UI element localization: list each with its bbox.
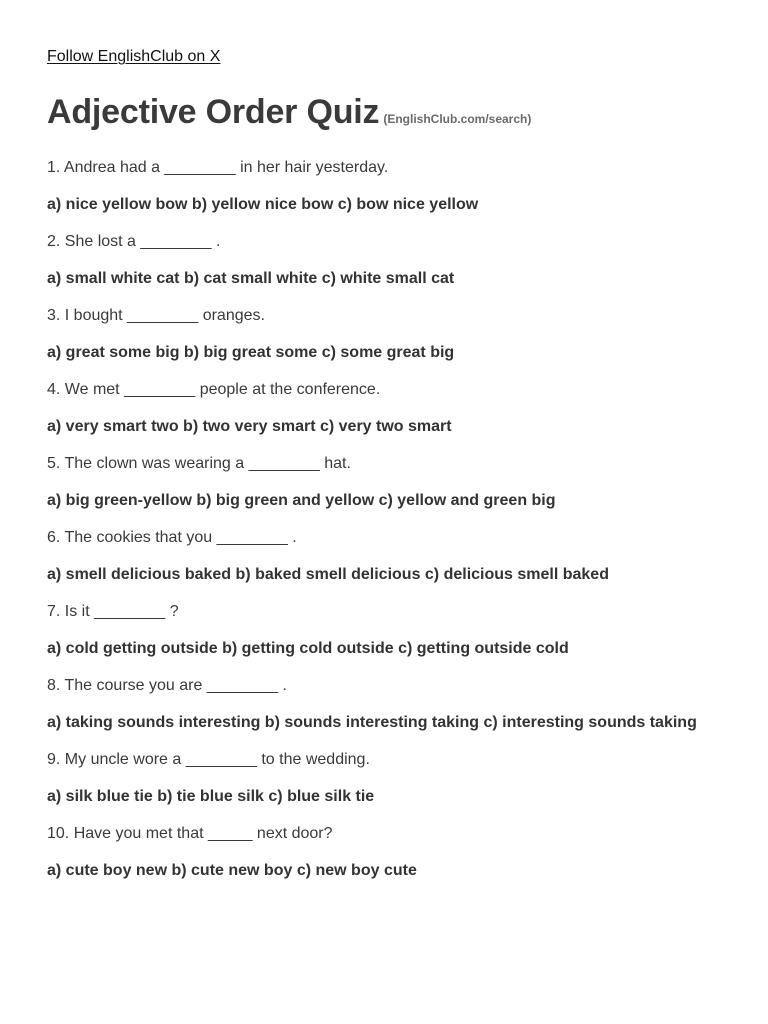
quiz-question-1: 1. Andrea had a ________ in her hair yesterday.	[47, 159, 389, 176]
quiz-options-5: a) big green-yellow b) big green and yellow c) yellow and green big	[47, 492, 556, 509]
quiz-question-4: 4. We met ________ people at the conference.	[47, 381, 381, 398]
quiz-options-6: a) smell delicious baked b) baked smell delicious c) delicious smell baked	[47, 566, 609, 583]
quiz-list	[47, 157, 747, 897]
quiz-options-2: a) small white cat b) cat small white c) white small cat	[47, 270, 455, 287]
quiz-question-5: 5. The clown was wearing a ________ hat.	[47, 455, 351, 472]
title-row	[47, 93, 531, 132]
quiz-question-6: 6. The cookies that you ________ .	[47, 529, 297, 546]
quiz-question-10: 10. Have you met that _____ next door?	[47, 825, 333, 842]
quiz-options-8: a) taking sounds interesting b) sounds interesting taking c) interesting sounds taking	[47, 714, 697, 731]
follow-englishclub-link[interactable]: Follow EnglishClub on X	[47, 48, 221, 65]
quiz-question-8: 8. The course you are ________ .	[47, 677, 287, 694]
source-note: (EnglishClub.com/search)	[383, 112, 532, 126]
quiz-question-9: 9. My uncle wore a ________ to the wedding.	[47, 751, 370, 768]
quiz-options-10: a) cute boy new b) cute new boy c) new boy cute	[47, 862, 417, 879]
quiz-options-9: a) silk blue tie b) tie blue silk c) blue silk tie	[47, 788, 375, 805]
page-title: Adjective Order Quiz	[47, 93, 380, 131]
quiz-question-3: 3. I bought ________ oranges.	[47, 307, 265, 324]
quiz-options-4: a) very smart two b) two very smart c) very two smart	[47, 418, 452, 435]
quiz-options-7: a) cold getting outside b) getting cold outside c) getting outside cold	[47, 640, 569, 657]
quiz-question-2: 2. She lost a ________ .	[47, 233, 221, 250]
quiz-options-1: a) nice yellow bow b) yellow nice bow c) bow nice yellow	[47, 196, 479, 213]
quiz-options-3: a) great some big b) big great some c) some great big	[47, 344, 455, 361]
quiz-question-7: 7. Is it ________ ?	[47, 603, 179, 620]
